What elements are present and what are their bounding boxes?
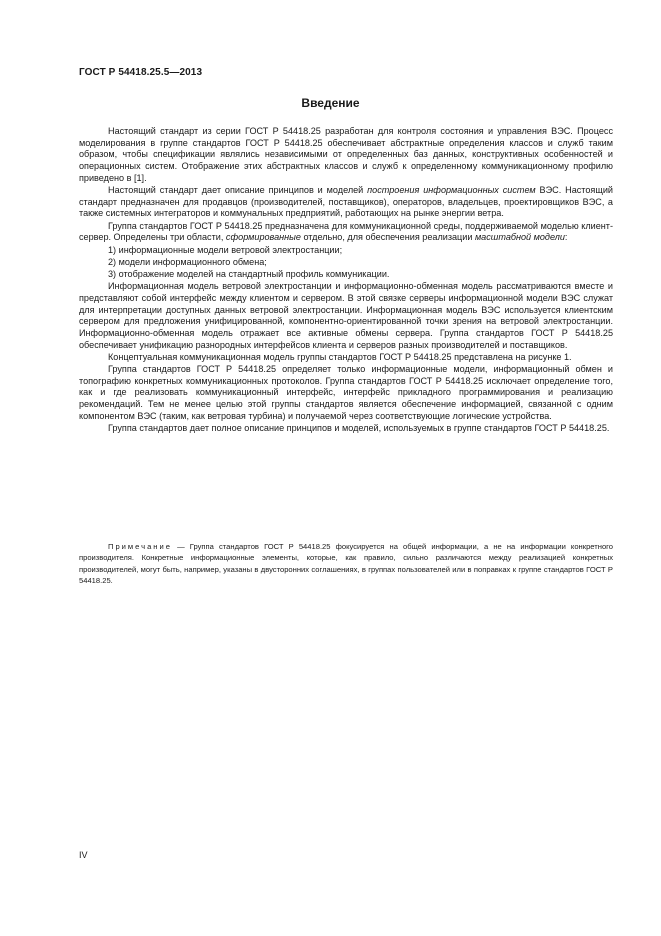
page-number: IV <box>79 850 88 860</box>
paragraph-6: Группа стандартов ГОСТ Р 54418.25 определяет только информационные модели, информационный обмен и топографию конкретных коммуникационных протоколов. Группа стандартов ГОСТ Р 54418.25 исключает определение того, как и где реализовать коммуникационный интерфейс, интерфейс прикладного программирования и реализацию рекомендаций. Тем не менее целью этой группы стандартов является обеспечение информацией, связанной с одним компонентом ВЭС (таким, как ветровая турбина) и получаемой через соответствующие логические устройства. <box>79 364 613 421</box>
paragraph-3-text-a: Группа стандартов ГОСТ Р 54418.25 предназначена для коммуникационной среды, поддерживаемой моделью клиент-сервер. Определены три области, <box>79 220 613 243</box>
paragraph-5: Концептуальная коммуникационная модель группы стандартов ГОСТ Р 54418.25 представлена на рисунке 1. <box>108 351 572 362</box>
paragraph-3-emphasis-1: сформированные <box>225 232 301 243</box>
paragraph-2-text-b: ВЭС. Настоящий стандарт предназначен для продавцов (производителей, поставщиков), операторов, владельцев, проектировщиков ВЭС, а также системных интеграторов и коммунальных предприятий, работающих на рынке энергии ветра. <box>79 185 613 219</box>
list-item: 3) отображение моделей на стандартный профиль коммуникации. <box>108 268 390 279</box>
note-dash: — <box>171 542 190 551</box>
note-text: Группа стандартов ГОСТ Р 54418.25 фокусируется на общей информации, а не на информации конкретного производителя. Конкретные информационные элементы, которые, как правило, сильно различаются между реализацией конкретных производителей, могут быть, например, указаны в двусторонних соглашениях, в группах пользователей или в поправках к группе стандартов ГОСТ Р 54418.25. <box>79 542 613 585</box>
list-item: 1) информационные модели ветровой электростанции; <box>108 244 343 255</box>
paragraph-2-emphasis: построения информационных систем <box>367 185 536 196</box>
paragraph-3-text-b: отдельно, для обеспечения реализации <box>300 232 475 243</box>
body-text <box>79 126 613 435</box>
paragraph-7: Группа стандартов дает полное описание принципов и моделей, используемых в группе стандартов ГОСТ Р 54418.25. <box>108 423 610 434</box>
paragraph-1: Настоящий стандарт из серии ГОСТ Р 54418.25 разработан для контроля состояния и управления ВЭС. Процесс моделирования в группе стандартов ГОСТ Р 54418.25 обеспечивает абстрактные определения классов и служб таким образом, чтобы спецификации являлись независимыми от определенных баз данных, конструктивных особенностей и операционных систем. Отображение этих абстрактных классов и служб к определенному коммуникационному профилю приведено в [1]. <box>79 126 613 183</box>
section-title: Введение <box>301 96 360 110</box>
paragraph-3 <box>79 221 613 244</box>
paragraph-3-text-c: : <box>564 232 568 243</box>
paragraph-2-text-a: Настоящий стандарт дает описание принципов и моделей <box>108 185 368 196</box>
note <box>79 541 613 586</box>
paragraph-2 <box>79 185 613 220</box>
paragraph-3-emphasis-2: масштабной модели <box>474 232 565 243</box>
paragraph-4: Информационная модель ветровой электростанции и информационно-обменная модель рассматриваются вместе и представляют собой интерфейс между клиентом и сервером. В этой связке серверы информационной модели ВЭС служат для интерпретации доступных данных ветровой электростанции. Информационная модель ВЭС используется клиентским сервером для предложения унифицированной, компонентно-ориентированной точки зрения на ветровой электростанции. Информационно-обменная модель отражает все активные обмены сервера. Группа стандартов ГОСТ Р 54418.25 обеспечивает унификацию разнородных интерфейсов клиента и серверов разных производителей и поставщиков. <box>79 281 613 350</box>
note-label: Примечание <box>108 542 172 551</box>
list-item: 2) модели информационного обмена; <box>108 256 267 267</box>
document-code: ГОСТ Р 54418.25.5—2013 <box>79 67 203 78</box>
